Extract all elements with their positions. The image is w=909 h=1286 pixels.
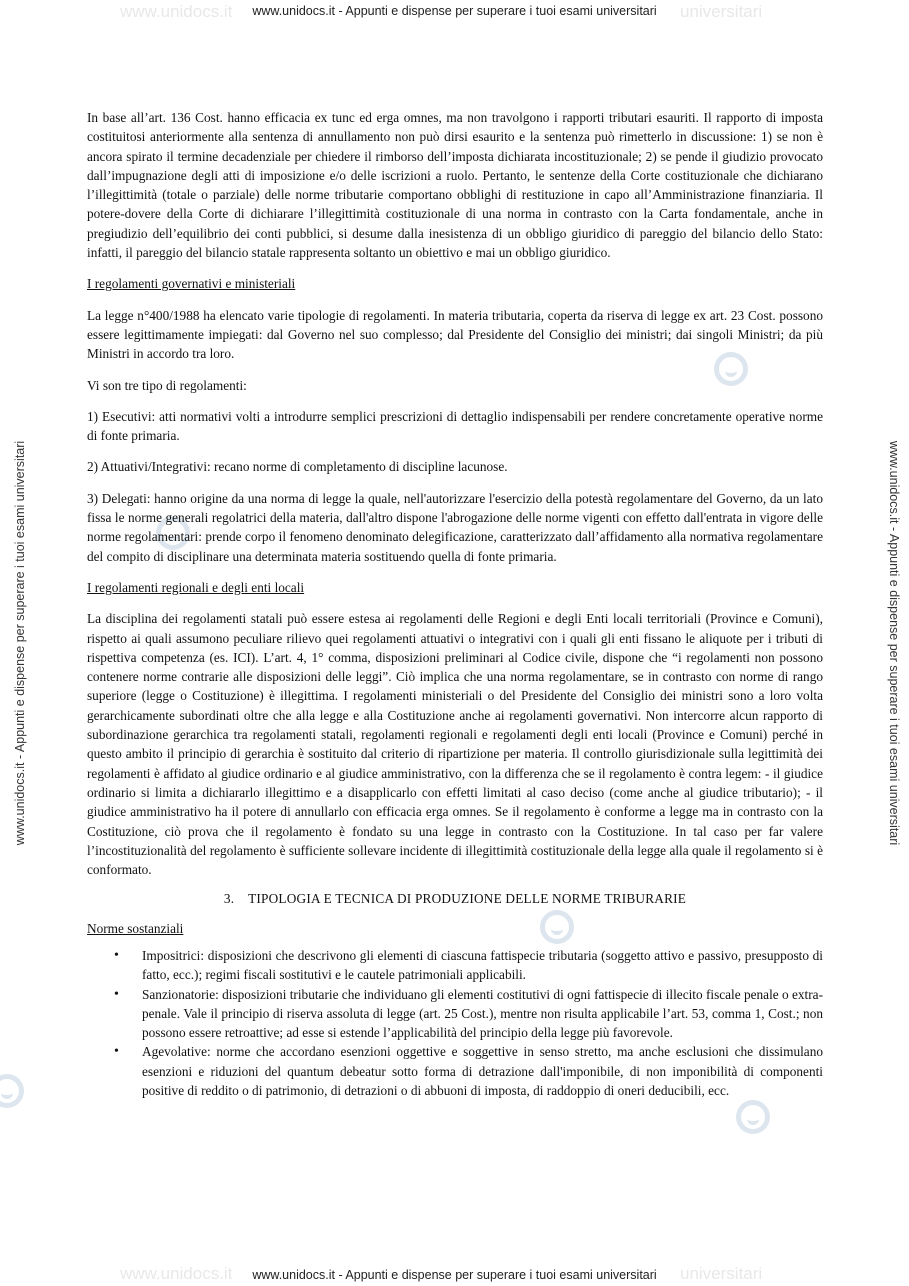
paragraph-esecutivi: 1) Esecutivi: atti normativi volti a introdurre semplici prescrizioni di dettaglio indispensabili per rendere concretamente operative norme di fonte primaria. [87, 408, 823, 444]
ghost-watermark-top-right: universitari [680, 2, 763, 21]
heading-regolamenti-governativi: I regolamenti governativi e ministeriali [87, 276, 296, 292]
ghost-watermark-bottom-left: www.unidocs.it [120, 1264, 233, 1283]
norme-list [87, 946, 823, 1100]
section-title: 3. TIPOLOGIA E TECNICA DI PRODUZIONE DELLE NORME TRIBURARIE [223, 891, 687, 907]
paragraph-delegati: 3) Delegati: hanno origine da una norma di legge la quale, nell'autorizzare l'esercizio della potestà regolamentare del Governo, da un lato fissa le norme generali regolatrici della materia, dall'altro dispone l'abrogazione delle norme vigenti con effetto dall'entrata in vigore delle norme regolamentari: prende corpo il fenomeno denominato delegificazione, caratterizzato dall’affidamento alla normativa regolamentare del compito di disciplinare una determinata materia sostituendo quella di fonte primaria. [87, 490, 823, 564]
heading-regolamenti-regionali: I regolamenti regionali e degli enti locali [87, 579, 305, 595]
right-side-watermark: www.unidocs.it - Appunti e dispense per superare i tuoi esami universitari [887, 440, 901, 846]
paragraph-tipi-regolamenti: Vi son tre tipo di regolamenti: [87, 377, 247, 393]
left-side-watermark: www.unidocs.it - Appunti e dispense per superare i tuoi esami universitari [13, 440, 27, 846]
ghost-watermark-bottom-right: universitari [680, 1264, 763, 1283]
list-item: • Impositrici: disposizioni che descrivono gli elementi di ciascuna fattispecie tributaria (soggetto attivo e passivo, presupposto di fatto, ecc.); regimi fiscali sostitutivi e le cautele patrimoniali applicabili. [142, 946, 823, 985]
ghost-watermark-top-left: www.unidocs.it [120, 2, 233, 21]
header-banner: www.unidocs.it - Appunti e dispense per superare i tuoi esami universitari [252, 4, 657, 18]
document-body [87, 108, 823, 1100]
watermark-logo-icon [0, 1074, 24, 1108]
paragraph-disciplina-regolamenti: La disciplina dei regolamenti statali può essere estesa ai regolamenti delle Regioni e degli Enti locali territoriali (Province e Comuni), rispetto ai quali assumono peculiare rilievo quei regolamenti attuativi o integrativi con i quali gli enti fissano le aliquote per i tributi di rispettiva competenza (es. ICI). L’art. 4, 1° comma, disposizioni preliminari al Codice civile, dispone che “i regolamenti non possono contenere norme contrarie alle disposizioni delle leggi”. Ciò implica che una norma regolamentare, se in contrasto con norme di rango superiore (legge o Costituzione) è illegittima. I regolamenti ministeriali o del Presidente del Consiglio dei ministri sono a loro volta gerarchicamente subordinati oltre che alla legge e alla Costituzione anche ai regolamenti governativi. Non intercorre alcun rapporto di subordinazione gerarchica tra regolamenti statali, regolamenti regionali e regolamenti degli enti locali (Province e Comuni) perché in questo ambito il principio di gerarchia è sostituito dal criterio di ripartizione per materia. Il controllo giurisdizionale sulla legittimità dei regolamenti è affidato al giudice ordinario e al giudice amministrativo, con la differenza che se il regolamento è contra legem: - il giudice ordinario si limita a dichiararlo illegittimo e a disapplicarlo con effetti limitati al caso deciso (come anche al giudice tributario); - il giudice amministrativo ha il potere di annullarlo con efficacia erga omnes. Se il regolamento è conforme a legge ma in contrasto con la Costituzione, ciò prova che il regolamento è fondato su una legge in contrasto con la Costituzione. In tal caso per far valere l’incostituzionalità del regolamento è sufficiente sollevare incidente di illegittimità costituzionale della legge alla quale il regolamento si è conformato. [87, 611, 823, 878]
heading-norme-sostanziali: Norme sostanziali [87, 920, 184, 936]
list-item: • Agevolative: norme che accordano esenzioni oggettive e soggettive in senso stretto, ma anche esclusioni che dissimulano esenzioni e riduzioni del quantum debeatur sotto forma di detrazione dall'imponibile, di non imponibilità di componenti positive di reddito o di patrimonio, di detrazioni o di abbuoni di imposta, di raddoppio di oneri deducibili, ecc. [142, 1042, 823, 1100]
list-item: • Sanzionatorie: disposizioni tributarie che individuano gli elementi costitutivi di ogni fattispecie di illecito fiscale penale o extra-penale. Vale il principio di riserva assoluta di legge (art. 25 Cost.), mentre non risulta applicabile l’art. 53, comma 1, Cost.; non possono essere retroattive; ad esse si estende l’applicabilità del principio della legge più favorevole. [142, 985, 823, 1043]
footer-banner: www.unidocs.it - Appunti e dispense per superare i tuoi esami universitari [252, 1268, 657, 1282]
paragraph-effetti-sentenze: In base all’art. 136 Cost. hanno efficacia ex tunc ed erga omnes, ma non travolgono i rapporti tributari esauriti. Il rapporto di imposta costituitosi anteriormente alla sentenza di annullamento non può dirsi esaurito e la sentenza può rimetterlo in discussione: 1) se non è ancora spirato il termine decadenziale per chiedere il rimborso dell’imposta dichiarata incostituzionale; 2) se pende il giudizio provocato dall’impugnazione degli atti di imposizione e/o delle iscrizioni a ruolo. Pertanto, le sentenze della Corte costituzionale che dichiarano l’illegittimità (totale o parziale) delle norme tributarie comportano obblighi di restituzione in capo all’Amministrazione finanziaria. Il potere-dovere della Corte di dichiarare l’illegittimità costituzionale di una norma in contrasto con la Carta fondamentale, anche in pregiudizio dell’equilibrio dei conti pubblici, si desume dalla inesistenza di un obbligo giuridico di pareggio del bilancio dello Stato: infatti, il pareggio del bilancio statale rappresenta soltanto un obiettivo e mai un obbligo giuridico. [87, 110, 823, 261]
paragraph-legge-400: La legge n°400/1988 ha elencato varie tipologie di regolamenti. In materia tributaria, coperta da riserva di legge ex art. 23 Cost. possono essere legittimamente impiegati: dal Governo nel suo complesso; dal Presidente del Consiglio dei ministri; dai singoli Ministri; da più Ministri in accordo tra loro. [87, 307, 823, 362]
watermark-logo-icon [736, 1100, 770, 1134]
paragraph-attuativi: 2) Attuativi/Integrativi: recano norme di completamento di discipline lacunose. [87, 459, 508, 475]
